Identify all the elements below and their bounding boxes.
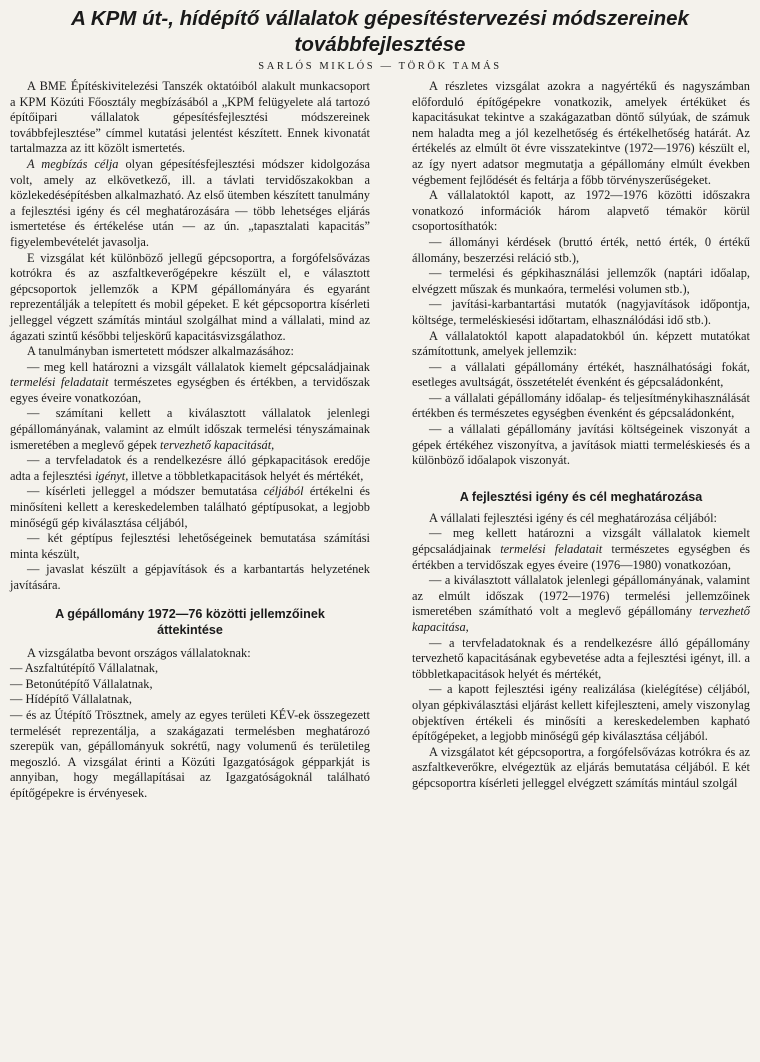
purpose-lead: A megbízás célja [27, 156, 119, 171]
article-title [10, 6, 750, 58]
list-item: — számítani kellett a kiválasztott vállalatok jelenlegi gépállományának, valamint az elmúlt időszak termelési tényszámainak ismeretében a meglevő gépek tervezhető kapacitását, [10, 406, 370, 452]
list-item: — a tervfeladatok és a rendelkezésre álló gépkapacitások eredője adta a fejlesztési igényt, illetve a többletkapacitások helyét és mértékét, [10, 453, 370, 483]
companies-intro: A vizsgálatba bevont országos vállalatoknak: [27, 645, 251, 660]
section-heading: A gépállomány 1972—76 közötti jellemzőinek áttekintése [55, 606, 325, 637]
list-item: — a vállalati gépállomány időalap- és teljesítménykihasználását értékben és természetes egységben évenként és gépcsaládonként, [412, 390, 750, 421]
list-item: — kísérleti jelleggel a módszer bemutatása céljából értékelni és minősíteni kellett a kereskedelemben található géptípusokat, a legjobb minőségű gép kiválasztása céljából, [10, 484, 370, 530]
list-item: — javaslat készült a gépjavítások és a karbantartás helyzetének javítására. [10, 562, 370, 592]
indicators-intro: A vállalatoktól kapott alapadatokból ún. képzett mutatókat számítottunk, amelyek jellemzik: [412, 328, 750, 359]
title-line-2: továbbfejlesztése [294, 33, 466, 56]
company-item: — Hídépítő Vállalatnak, [10, 692, 132, 707]
companies-paragraph: — és az Útépítő Trösztnek, amely az egyes területi KÉV-ek összegezett termelését reprezentálja, a szakágazati termelésben meghatározó szerepük van, gépállományuk sokrétű, nagy volumenű és területileg megoszló. A vizsgálat érinti a Közúti Igazgatóságok gépparkját is annyiban, hogy megállapításai az Igazgatóságoknál található építőgépekre is érvényesek. [10, 707, 370, 800]
purpose-text: olyan gépesítésfejlesztési módszer kidolgozása volt, amely az elkövetkező, ill. a távlati tervidőszakokban a közlekedésépítésben alkalmazható. Az első ütemben készített tanulmány a fejlesztési igény és cél meghatározására — több lehetséges eljárás ismertetése és értékelése után — az ún. „tapasztalati kapacitás” figyelembevételét javasolja. [10, 156, 370, 249]
machine-groups-paragraph: E vizsgálat két különböző jellegű gépcsoportra, a forgófelsővázas kotrókra és az aszfaltkeverőgépekre készült el, e választott gépcsoportok jellemzők a KPM gépállományára és egyaránt reprezentálják a telepített és mobil gépeket. E két gépcsoportra kísérleti jelleggel végzett számítás mintául szolgálhat mind a vállalati, mind az ágazati szintű későbbi teljeskörű kapacitásvizsgálathoz. [10, 250, 370, 343]
closing-paragraph: A vizsgálatot két gépcsoportra, a forgófelsővázas kotrókra és az aszfaltkeverőkre, elvégeztük az eljárás bemutatása céljából. E két gépcsoportra kísérleti jelleggel elvégzett számítás mintául szolgál [412, 744, 750, 790]
list-item: — a kapott fejlesztési igény realizálása (kielégítése) céljából, olyan gépkiválasztási eljárást kellett kifejleszteni, amely viszonylag objektíven értékeli és minősíti a kereskedelemben kapható építőgépeket, a legjobb minőségű gép kiválasztása céljából. [412, 682, 750, 744]
list-item: — a tervfeladatoknak és a rendelkezésre álló gépállomány tervezhető kapacitásának egybevetése adta a fejlesztési igényt, ill. a többletkapacitások helyét és mértékét, [412, 635, 750, 681]
list-item: — állományi kérdések (bruttó érték, nettó érték, 0 értékű állomány, beszerzési reláció stb.), [412, 234, 750, 265]
list-item: — javítási-karbantartási mutatók (nagyjavítások időpontja, költsége, termeléskiesési időtartam, elhasználódási idő stb.). [412, 297, 750, 327]
company-item: — Betonútépítő Vállalatnak, [10, 676, 153, 691]
list-item: — termelési és gépkihasználási jellemzők (naptári időalap, elvégzett műszak és munkaóra, termelési volumen stb.), [412, 266, 750, 296]
list-item: — meg kellett határozni a vizsgált vállalatok kiemelt gépcsaládjainak termelési feladatait természetes egységben és értékben a tervidőszak egyes éveire (1976—1980) vonatkozóan, [412, 526, 750, 572]
list-item: — két géptípus fejlesztési lehetőségeinek bemutatása számítási minta készült, [10, 531, 370, 561]
article-body [10, 79, 750, 802]
list-item: — a vállalati gépállomány javítási költségeinek viszonyát a gépek értékéhez viszonyítva, a javítások miatti termeléskiesés és a különböző időalapok viszonyát. [412, 422, 750, 468]
method-intro: A tanulmányban ismertetett módszer alkalmazásához: [27, 344, 294, 359]
detail-paragraph: A részletes vizsgálat azokra a nagyértékű és nagyszámban előforduló építőgépekre vonatkozik, amelyek értéküket és kapacitásukat tekintve a szakágazatban döntő súlyúak, de számuk nem haladta meg a jól kezelhetőség és értékelhetőség határát. Az értékelés az elmúlt öt évre visszatekintve (1972—1976) készült el, az így nyert adatsor megmutatja a gépállomány elmúlt években végbement fejlődését és feltárja a főbb törvényszerűségeket. [412, 79, 750, 187]
purpose-paragraph [10, 157, 370, 251]
list-item: — a kiválasztott vállalatok jelenlegi gépállományának, valamint az elmúlt időszak (1972—1976) termelési jellemzőinek ismeretében számítható volt a meglevő gépállomány tervezhető kapacitása, [412, 573, 750, 634]
left-column [10, 79, 370, 802]
goal-intro: A vállalati fejlesztési igény és cél meghatározása céljából: [429, 510, 717, 525]
list-item: — meg kell határozni a vizsgált vállalatok kiemelt gépcsaládjainak termelési feladatait természetes egységben és értékben, a tervidőszak egyes éveire vonatkozóan, [10, 359, 370, 405]
list-item: — a vállalati gépállomány értékét, használhatósági fokát, esetleges avultságát, összetételét évenként és gépcsaládonként, [412, 359, 750, 390]
info-groups-intro: A vállalatoktól kapott, az 1972—1976 közötti időszakra vonatkozó információk három alapvető témakör körül csoportosíthatók: [412, 188, 750, 234]
company-item: — Aszfaltútépítő Vállalatnak, [10, 661, 159, 676]
right-column [412, 79, 750, 802]
authors: SARLÓS MIKLÓS — TÖRÖK TAMÁS [258, 61, 502, 72]
title-line-1: A KPM út-, hídépítő vállalatok gépesítéstervezési módszereinek [71, 7, 689, 30]
intro-paragraph: A BME Építéskivitelezési Tanszék oktatóiból alakult munkacsoport a KPM Közúti Főosztály megbízásából a „KPM felügyelete alá tartozó építőipari vállalatok gépesítésfejlesztési módszereinek továbbfejlesztése” címmel kutatási jelentést készített. Ennek kivonatát tartalmazza az itt közölt ismertetés. [10, 79, 370, 156]
section-heading: A fejlesztési igény és cél meghatározása [459, 489, 703, 504]
